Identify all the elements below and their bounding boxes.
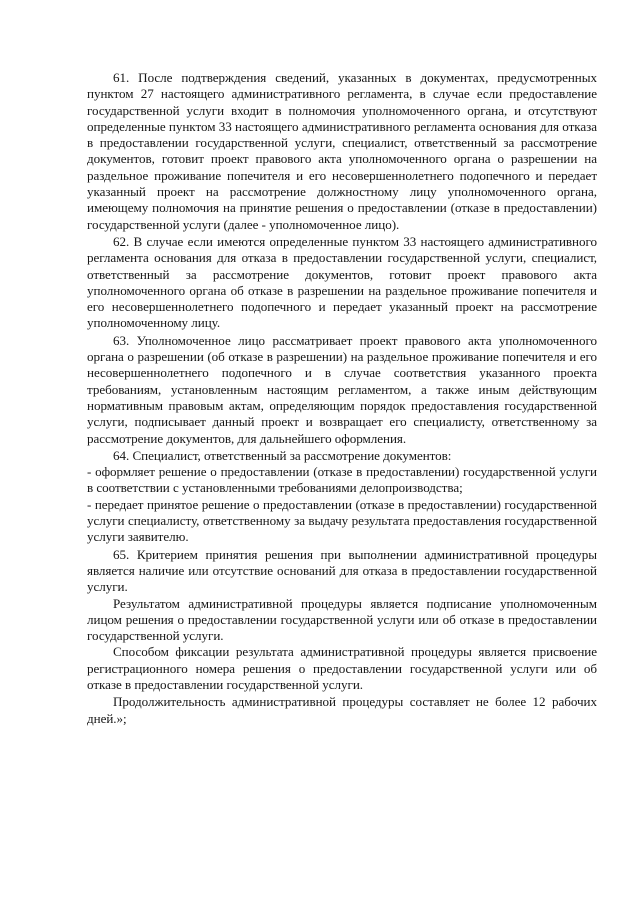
document-page [87, 70, 597, 727]
paragraph-62: 62. В случае если имеются определенные пунктом 33 настоящего административного регламента основания для отказа в предоставлении государственной услуги, специалист, ответственный за рассмотрение документов, готовит проект правового акта уполномоченного органа об отказе в разрешении на раздельное проживание попечителя и его несовершеннолетнего подопечного и передает указанный проект на рассмотрение уполномоченному лицу. [87, 233, 597, 331]
list-item-64-formalize: - оформляет решение о предоставлении (отказе в предоставлении) государственной услуги в соответствии с установленными требованиями делопроизводства; [87, 464, 597, 496]
paragraph-65-result: Результатом административной процедуры является подписание уполномоченным лицом решения о предоставлении государственной услуги или об отказе в предоставлении государственной услуги. [87, 595, 597, 644]
paragraph-64: 64. Специалист, ответственный за рассмотрение документов: [113, 447, 452, 463]
list-item-64-transfer: - передает принятое решение о предоставлении (отказе в предоставлении) государственной услуги специалисту, ответственному за выдачу результата предоставления государственной услуги заявителю. [87, 496, 597, 545]
paragraph-63: 63. Уполномоченное лицо рассматривает проект правового акта уполномоченного органа о разрешении (об отказе в разрешении) на раздельное проживание попечителя и его несовершеннолетнего подопечного и в случае соответствия указанного проекта требованиям, установленным настоящим регламентом, а также иным действующим нормативным правовым актам, определяющим порядок предоставления государственной услуги, подписывает данный проект и возвращает его специалисту, ответственному за рассмотрение документов, для дальнейшего оформления. [87, 332, 597, 446]
paragraph-65-duration: Продолжительность административной процедуры составляет не более 12 рабочих дней.»; [87, 694, 597, 726]
paragraph-65-fixation: Способом фиксации результата административной процедуры является присвоение регистрационного номера решения о предоставлении государственной услуги или об отказе в предоставлении государственной услуги. [87, 644, 597, 692]
paragraph-65: 65. Критерием принятия решения при выполнении административной процедуры является наличие или отсутствие оснований для отказа в предоставлении государственной услуги. [87, 546, 597, 595]
paragraph-61: 61. После подтверждения сведений, указанных в документах, предусмотренных пунктом 27 настоящего административного регламента, в случае если предоставление государственной услуги входит в полномочия уполномоченного органа, и отсутствуют определенные пунктом 33 настоящего административного регламента основания для отказа в предоставлении государственной услуги, специалист, ответственный за рассмотрение документов, готовит проект правового акта уполномоченного органа о разрешении на раздельное проживание попечителя и его несовершеннолетнего подопечного и передает указанный проект на рассмотрение должностному лицу уполномоченного органа, имеющему полномочия на принятие решения о предоставлении (отказе в предоставлении) государственной услуги (далее - уполномоченное лицо). [87, 70, 597, 232]
